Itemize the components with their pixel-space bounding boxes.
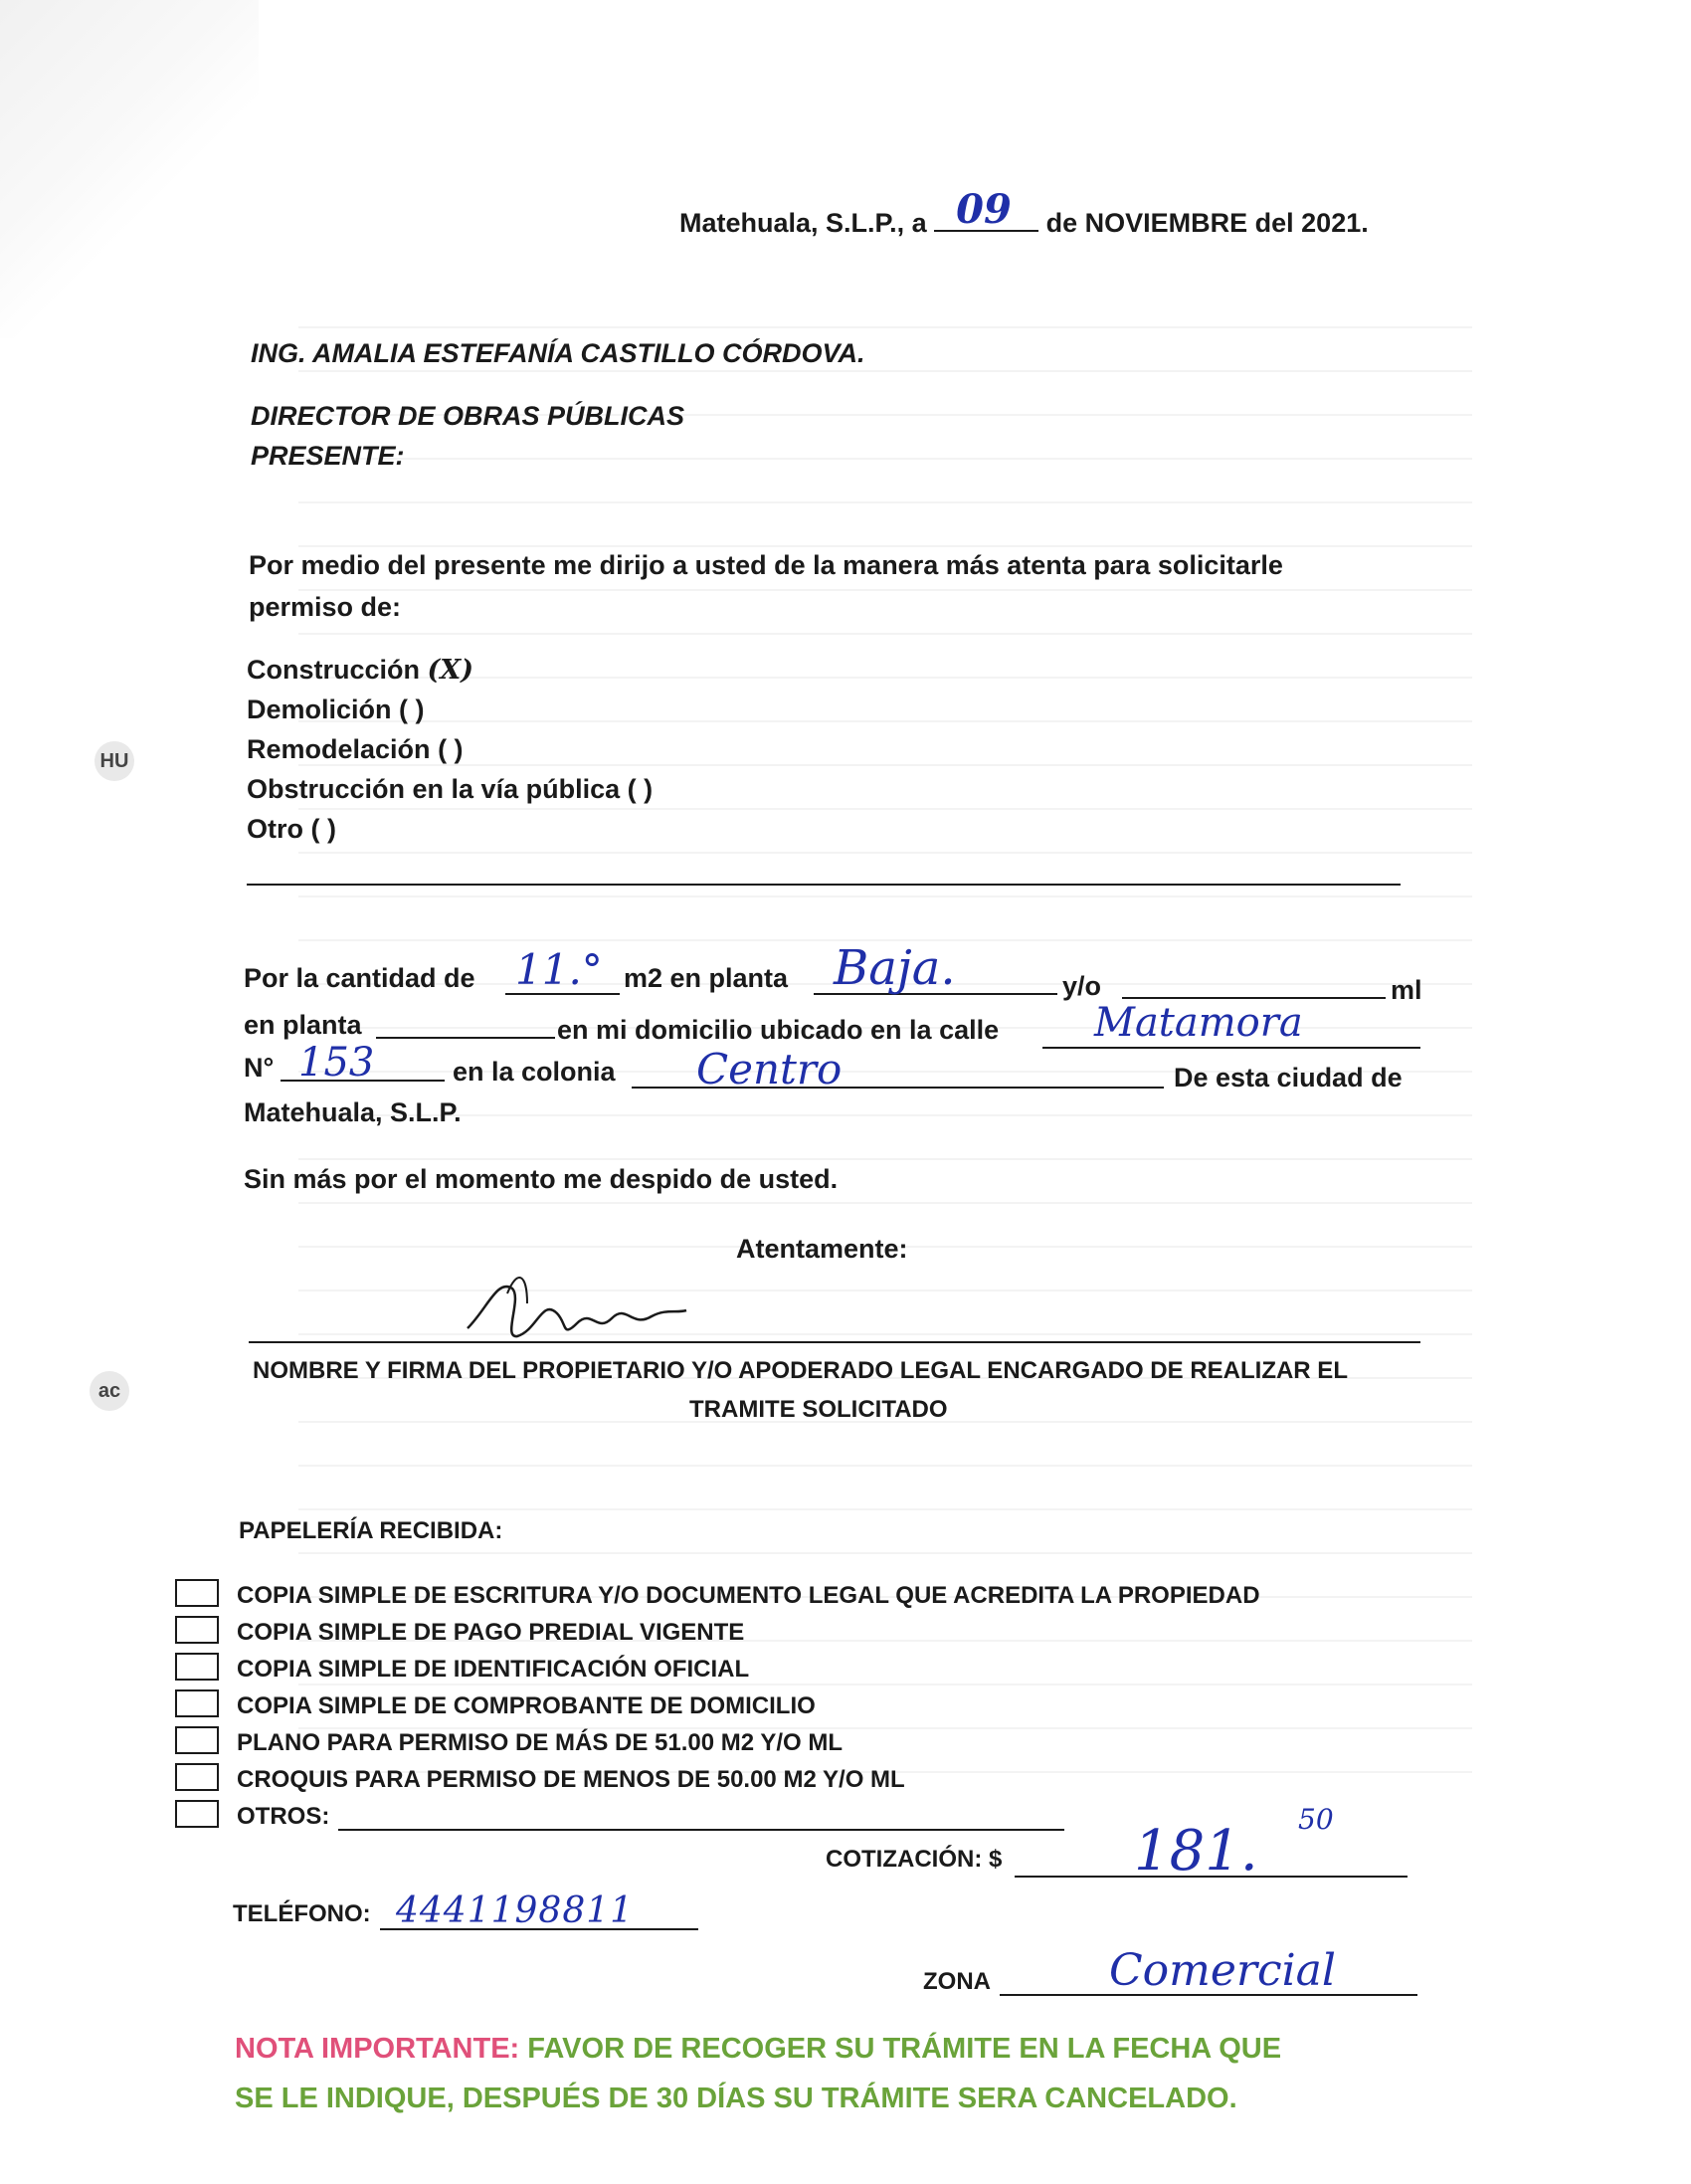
yo-label: y/o <box>1062 971 1102 1001</box>
addressee-name: ING. AMALIA ESTEFANÍA CASTILLO CÓRDOVA. <box>251 338 865 368</box>
paper-checkbox[interactable] <box>175 1689 219 1717</box>
planta-value-handwritten: Baja. <box>834 940 956 996</box>
paper-checkbox[interactable] <box>175 1579 219 1607</box>
qty-label: Por la cantidad de <box>244 963 475 993</box>
paper-item: COPIA SIMPLE DE COMPROBANTE DE DOMICILIO <box>237 1692 816 1719</box>
ciudad-label: De esta ciudad de <box>1174 1063 1403 1092</box>
permit-otro: Otro ( ) <box>247 814 336 844</box>
paper-checkbox[interactable] <box>175 1616 219 1644</box>
telefono-value-handwritten: 4441198811 <box>396 1890 635 1931</box>
zona-label: ZONA <box>923 1968 991 1995</box>
cotizacion-value-handwritten: 181. <box>1134 1819 1258 1884</box>
signature-drawing <box>458 1269 696 1348</box>
paper-item: CROQUIS PARA PERMISO DE MENOS DE 50.00 M2 Y/O ML <box>237 1766 905 1793</box>
folded-corner-shadow <box>0 0 259 338</box>
papers-heading: PAPELERÍA RECIBIDA: <box>239 1517 503 1544</box>
signature-line <box>249 1341 1420 1343</box>
en-planta-label: en planta <box>244 1010 362 1040</box>
intro-line-1: Por medio del presente me dirijo a usted de la manera más atenta para solicitarle <box>249 550 1283 580</box>
paper-checkbox[interactable] <box>175 1800 219 1828</box>
colonia-label: en la colonia <box>453 1057 616 1087</box>
otros-line <box>338 1829 1064 1831</box>
paper-item: COPIA SIMPLE DE ESCRITURA Y/O DOCUMENTO LEGAL QUE ACREDITA LA PROPIEDAD <box>237 1582 1260 1609</box>
street-value-handwritten: Matamora <box>1094 1000 1303 1046</box>
addressee-title: DIRECTOR DE OBRAS PÚBLICAS <box>251 401 685 431</box>
permit-remodelacion: Remodelación ( ) <box>247 734 464 764</box>
signature-caption-1: NOMBRE Y FIRMA DEL PROPIETARIO Y/O APODERADO LEGAL ENCARGADO DE REALIZAR EL <box>253 1357 1348 1384</box>
date-line: Matehuala, S.L.P., a 09 de NOVIEMBRE del 2021. <box>679 186 1369 238</box>
cotizacion-label: COTIZACIÓN: $ <box>826 1846 1003 1873</box>
permit-otro-line <box>247 884 1401 886</box>
atentamente-label: Atentamente: <box>736 1234 908 1264</box>
note-line-1: NOTA IMPORTANTE: FAVOR DE RECOGER SU TRÁMITE EN LA FECHA QUE <box>235 2033 1282 2065</box>
date-day-handwritten: 09 <box>956 186 1012 233</box>
permit-demolicion: Demolición ( ) <box>247 695 425 724</box>
qty-value-handwritten: 11.° <box>515 945 603 994</box>
ml-label: ml <box>1391 975 1422 1005</box>
punch-hole-bottom: ac <box>90 1371 129 1411</box>
num-label: N° <box>244 1053 275 1083</box>
m2-label: m2 en planta <box>624 963 789 993</box>
permit-construccion: Construcción (X) <box>247 655 474 686</box>
presente-label: PRESENTE: <box>251 441 405 471</box>
signature-caption-2: TRAMITE SOLICITADO <box>689 1396 948 1423</box>
colonia-value-handwritten: Centro <box>696 1045 843 1093</box>
city-label: Matehuala, S.L.P. <box>244 1097 462 1127</box>
paper-item-otros: OTROS: <box>237 1803 330 1830</box>
paper-checkbox[interactable] <box>175 1763 219 1791</box>
paper-checkbox[interactable] <box>175 1726 219 1754</box>
paper-item: COPIA SIMPLE DE PAGO PREDIAL VIGENTE <box>237 1619 745 1646</box>
street-line <box>1042 1047 1420 1049</box>
farewell-text: Sin más por el momento me despido de usted. <box>244 1164 839 1194</box>
yo-line <box>1122 997 1386 999</box>
paper-item: COPIA SIMPLE DE IDENTIFICACIÓN OFICIAL <box>237 1656 750 1683</box>
telefono-label: TELÉFONO: <box>233 1900 371 1927</box>
paper-item: PLANO PARA PERMISO DE MÁS DE 51.00 M2 Y/O ML <box>237 1729 843 1756</box>
note-line-2: SE LE INDIQUE, DESPUÉS DE 30 DÍAS SU TRÁMITE SERA CANCELADO. <box>235 2083 1237 2114</box>
en-planta-line <box>376 1037 555 1039</box>
domicilio-label: en mi domicilio ubicado en la calle <box>557 1015 1000 1045</box>
permit-obstruccion: Obstrucción en la vía pública ( ) <box>247 774 654 804</box>
punch-hole-top: HU <box>94 741 134 781</box>
intro-line-2: permiso de: <box>249 592 402 622</box>
num-value-handwritten: 153 <box>298 1040 375 1086</box>
cotizacion-cents-handwritten: 50 <box>1298 1803 1334 1836</box>
zona-value-handwritten: Comercial <box>1109 1945 1336 1996</box>
paper-checkbox[interactable] <box>175 1653 219 1681</box>
